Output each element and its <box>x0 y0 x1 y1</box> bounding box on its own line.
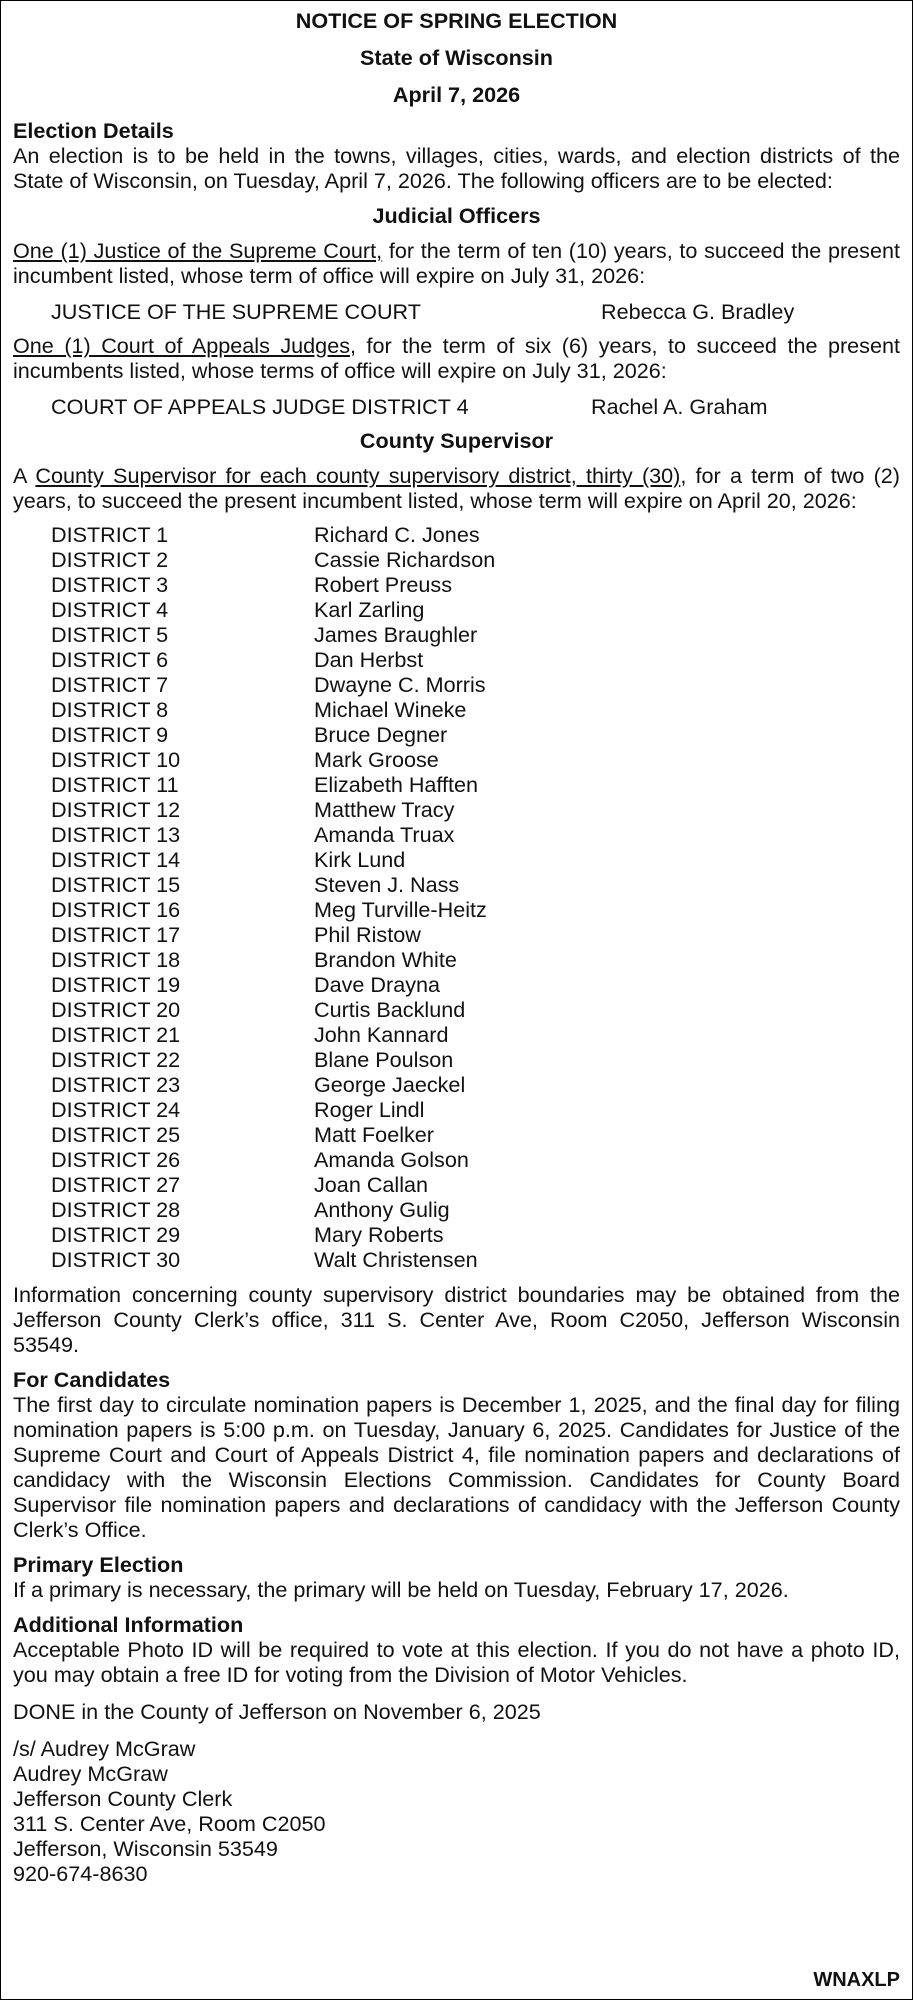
district-supervisor-name: Karl Zarling <box>314 597 425 622</box>
signature-name: Audrey McGraw <box>13 1761 168 1786</box>
district-number: DISTRICT 14 <box>51 847 181 872</box>
appeals-court-lead: One (1) Court of Appeals Judges <box>13 333 350 358</box>
district-supervisor-name: Phil Ristow <box>314 922 421 947</box>
district-number: DISTRICT 11 <box>51 772 179 797</box>
district-row <box>51 822 900 847</box>
notice-title: NOTICE OF SPRING ELECTION <box>295 8 618 33</box>
district-number: DISTRICT 2 <box>51 547 169 572</box>
appeals-court-incumbent: Rachel A. Graham <box>591 394 768 419</box>
district-supervisor-name: Roger Lindl <box>314 1097 425 1122</box>
district-number: DISTRICT 4 <box>51 597 169 622</box>
signature-phone: 920-674-8630 <box>13 1861 148 1886</box>
appeals-court-paragraph <box>13 333 900 383</box>
district-supervisor-name: Robert Preuss <box>314 572 453 597</box>
signature-address2: Jefferson, Wisconsin 53549 <box>13 1836 278 1861</box>
additional-text: Acceptable Photo ID will be required to vote at this election. If you do not have a photo ID, you may obtain a free ID for voting from the Division of Motor Vehicles. <box>13 1637 900 1687</box>
district-supervisor-name: Mary Roberts <box>314 1222 444 1247</box>
publication-code: WNAXLP <box>813 1969 900 1991</box>
district-row <box>51 922 900 947</box>
district-supervisor-name: Michael Wineke <box>314 697 467 722</box>
supreme-court-incumbent: Rebecca G. Bradley <box>601 299 795 324</box>
district-number: DISTRICT 28 <box>51 1197 181 1222</box>
election-details-heading: Election Details <box>13 118 174 143</box>
district-number: DISTRICT 8 <box>51 697 169 722</box>
district-number: DISTRICT 15 <box>51 872 181 897</box>
district-supervisor-name: Dwayne C. Morris <box>314 672 486 697</box>
district-row <box>51 672 900 697</box>
district-supervisor-name: Meg Turville-Heitz <box>314 897 487 922</box>
primary-section <box>13 1552 900 1602</box>
district-row <box>51 947 900 972</box>
district-row <box>51 1172 900 1197</box>
district-number: DISTRICT 13 <box>51 822 181 847</box>
district-supervisor-name: Elizabeth Hafften <box>314 772 479 797</box>
county-supervisor-paragraph <box>13 463 900 513</box>
district-row <box>51 1247 900 1272</box>
district-row <box>51 1122 900 1147</box>
district-info-text: Information concerning county supervisory district boundaries may be obtained from the Jefferson County Clerk’s office, 311 S. Center Ave, Room C2050, Jefferson Wisconsin 53549. <box>13 1282 900 1357</box>
district-number: DISTRICT 20 <box>51 997 181 1022</box>
district-supervisor-name: Matt Foelker <box>314 1122 434 1147</box>
district-number: DISTRICT 24 <box>51 1097 181 1122</box>
district-number: DISTRICT 26 <box>51 1147 181 1172</box>
district-row <box>51 797 900 822</box>
supreme-court-office: JUSTICE OF THE SUPREME COURT <box>51 299 421 324</box>
district-number: DISTRICT 29 <box>51 1222 181 1247</box>
district-row <box>51 1197 900 1222</box>
district-supervisor-name: Bruce Degner <box>314 722 448 747</box>
district-number: DISTRICT 19 <box>51 972 181 997</box>
district-supervisor-name: Cassie Richardson <box>314 547 496 572</box>
district-list <box>51 522 900 1272</box>
district-number: DISTRICT 23 <box>51 1072 181 1097</box>
district-number: DISTRICT 16 <box>51 897 181 922</box>
district-row <box>51 722 900 747</box>
district-row <box>51 697 900 722</box>
district-row <box>51 1097 900 1122</box>
candidates-heading: For Candidates <box>13 1367 171 1392</box>
supreme-court-lead: One (1) Justice of the Supreme Court, <box>13 238 383 263</box>
district-supervisor-name: Dave Drayna <box>314 972 441 997</box>
district-row <box>51 647 900 672</box>
appeals-court-text: , for the term of six (6) years, to succeed the present incumbents listed, whose terms of office will expire on July 31, 2026: <box>13 333 900 383</box>
district-supervisor-name: Richard C. Jones <box>314 522 480 547</box>
district-number: DISTRICT 18 <box>51 947 181 972</box>
district-number: DISTRICT 17 <box>51 922 181 947</box>
district-row <box>51 872 900 897</box>
signature-title: Jefferson County Clerk <box>13 1786 233 1811</box>
signature-block <box>13 1736 900 1886</box>
judicial-heading: Judicial Officers <box>372 203 541 228</box>
district-row <box>51 1022 900 1047</box>
district-supervisor-name: James Braughler <box>314 622 478 647</box>
district-number: DISTRICT 21 <box>51 1022 181 1047</box>
district-row <box>51 1147 900 1172</box>
district-row <box>51 522 900 547</box>
district-supervisor-name: Walt Christensen <box>314 1247 478 1272</box>
district-row <box>51 597 900 622</box>
district-supervisor-name: Anthony Gulig <box>314 1197 450 1222</box>
primary-text: If a primary is necessary, the primary will be held on Tuesday, February 17, 2026. <box>13 1577 789 1602</box>
signature-signed: /s/ Audrey McGraw <box>13 1736 196 1761</box>
notice-date: April 7, 2026 <box>392 82 521 107</box>
district-number: DISTRICT 5 <box>51 622 169 647</box>
candidates-text: The first day to circulate nomination papers is December 1, 2025, and the final day for filing nomination papers is 5:00 p.m. on Tuesday, January 6, 2025. Candidates for Justice of the Supreme Court and Court of Appeals District 4, file nomination papers and declarations of candidacy with the Wisconsin Elections Commission. Candidates for County Board Supervisor file nomination papers and declarations of candidacy with the Jefferson County Clerk’s Office. <box>13 1392 900 1542</box>
district-supervisor-name: Matthew Tracy <box>314 797 455 822</box>
district-number: DISTRICT 1 <box>51 522 169 547</box>
additional-heading: Additional Information <box>13 1612 244 1637</box>
district-row <box>51 997 900 1022</box>
district-number: DISTRICT 7 <box>51 672 169 697</box>
district-row <box>51 547 900 572</box>
district-number: DISTRICT 22 <box>51 1047 181 1072</box>
county-supervisor-lead-a: A <box>13 463 36 488</box>
district-supervisor-name: Amanda Truax <box>314 822 455 847</box>
appeals-court-office-row <box>51 394 900 419</box>
district-supervisor-name: Brandon White <box>314 947 457 972</box>
district-row <box>51 622 900 647</box>
district-number: DISTRICT 30 <box>51 1247 181 1272</box>
district-supervisor-name: Blane Poulson <box>314 1047 454 1072</box>
district-row <box>51 972 900 997</box>
district-number: DISTRICT 12 <box>51 797 181 822</box>
district-row <box>51 772 900 797</box>
district-row <box>51 747 900 772</box>
district-supervisor-name: Joan Callan <box>314 1172 429 1197</box>
district-supervisor-name: John Kannard <box>314 1022 449 1047</box>
appeals-court-office: COURT OF APPEALS JUDGE DISTRICT 4 <box>51 394 469 419</box>
district-row <box>51 572 900 597</box>
county-supervisor-lead: County Supervisor for each county supervisory district, thirty (30) <box>35 463 681 488</box>
district-supervisor-name: Kirk Lund <box>314 847 406 872</box>
supreme-court-paragraph <box>13 238 900 288</box>
district-number: DISTRICT 27 <box>51 1172 181 1197</box>
supreme-court-text: for the term of ten (10) years, to succeed the present incumbent listed, whose term of office will expire on July 31, 2026: <box>13 238 900 288</box>
primary-heading: Primary Election <box>13 1552 184 1577</box>
district-supervisor-name: George Jaeckel <box>314 1072 466 1097</box>
district-row <box>51 897 900 922</box>
district-number: DISTRICT 10 <box>51 747 181 772</box>
district-supervisor-name: Mark Groose <box>314 747 439 772</box>
election-details-section <box>13 118 900 193</box>
district-row <box>51 847 900 872</box>
district-supervisor-name: Steven J. Nass <box>314 872 460 897</box>
district-number: DISTRICT 9 <box>51 722 169 747</box>
additional-section <box>13 1612 900 1687</box>
done-statement: DONE in the County of Jefferson on November 6, 2025 <box>13 1699 541 1724</box>
district-number: DISTRICT 3 <box>51 572 169 597</box>
county-supervisor-text: , for a term of two (2) years, to succeed the present incumbent listed, whose term will expire on April 20, 2026: <box>13 463 900 513</box>
election-details-text: An election is to be held in the towns, villages, cities, wards, and election districts of the State of Wisconsin, on Tuesday, April 7, 2026. The following officers are to be elected: <box>13 143 900 193</box>
signature-address1: 311 S. Center Ave, Room C2050 <box>13 1811 326 1836</box>
county-supervisor-heading: County Supervisor <box>359 428 554 453</box>
district-row <box>51 1047 900 1072</box>
district-supervisor-name: Curtis Backlund <box>314 997 466 1022</box>
district-supervisor-name: Dan Herbst <box>314 647 424 672</box>
district-number: DISTRICT 25 <box>51 1122 181 1147</box>
district-row <box>51 1222 900 1247</box>
district-row <box>51 1072 900 1097</box>
candidates-section <box>13 1367 900 1542</box>
supreme-court-office-row <box>51 299 900 324</box>
district-supervisor-name: Amanda Golson <box>314 1147 469 1172</box>
district-number: DISTRICT 6 <box>51 647 169 672</box>
notice-state: State of Wisconsin <box>360 45 553 70</box>
